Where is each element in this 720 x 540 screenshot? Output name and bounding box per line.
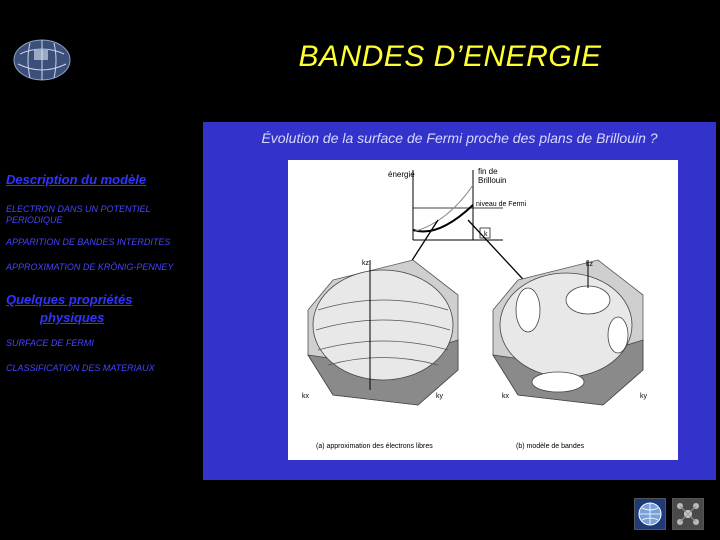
- ky-right-label: ky: [640, 393, 647, 400]
- zone-edge-label-2: Brillouin: [478, 176, 507, 185]
- dispersion-graph: [388, 167, 527, 240]
- kz-left-label: kz: [362, 260, 369, 267]
- nav-item-forbidden-bands[interactable]: APPARITION DE BANDES INTERDITES: [6, 237, 171, 247]
- energy-label: énergie: [388, 170, 415, 179]
- caption-free-electrons: (a) approximation des électrons libres: [316, 443, 433, 450]
- fermi-surface-figure: [288, 160, 678, 460]
- kx-right-label: kx: [502, 393, 509, 400]
- fermi-surface-band-model: [493, 260, 648, 405]
- nav-item-periodic-potential[interactable]: ELECTRON DANS UN POTENTIEL PERIODIQUE: [6, 204, 151, 225]
- nav-section-properties-line2[interactable]: physiques: [40, 310, 105, 325]
- nav-item-kronig-penney[interactable]: APPROXIMATION DE KRÖNIG-PENNEY: [6, 262, 174, 272]
- fermi-surface-free-electrons: [302, 260, 458, 405]
- figure-panel: [203, 122, 716, 480]
- fermi-level-label: niveau de Fermi: [476, 201, 527, 208]
- globe-logo-icon: [12, 38, 72, 82]
- nav-item-materials-classification[interactable]: CLASSIFICATION DES MATERIAUX: [6, 363, 155, 373]
- figure-caption: Évolution de la surface de Fermi proche des plans de Brillouin ?: [261, 130, 658, 146]
- ky-left-label: ky: [436, 393, 443, 400]
- kz-right-label: kz: [586, 261, 593, 268]
- nav-section-description[interactable]: Description du modèle: [6, 172, 147, 187]
- atomium-icon: [673, 499, 703, 529]
- nav-section-properties[interactable]: Quelques propriétés: [6, 292, 133, 307]
- home-logo-button[interactable]: [634, 498, 666, 530]
- slide-title: BANDES D’ENERGIE: [298, 40, 602, 73]
- zone-edge-label-1: fin de: [478, 167, 498, 176]
- k-axis-label: k: [484, 231, 488, 238]
- atomium-logo-button[interactable]: [672, 498, 704, 530]
- caption-band-model: (b) modèle de bandes: [516, 443, 585, 450]
- nav-item-fermi-surface[interactable]: SURFACE DE FERMI: [6, 338, 94, 348]
- kx-left-label: kx: [302, 393, 309, 400]
- globe-icon: [635, 499, 665, 529]
